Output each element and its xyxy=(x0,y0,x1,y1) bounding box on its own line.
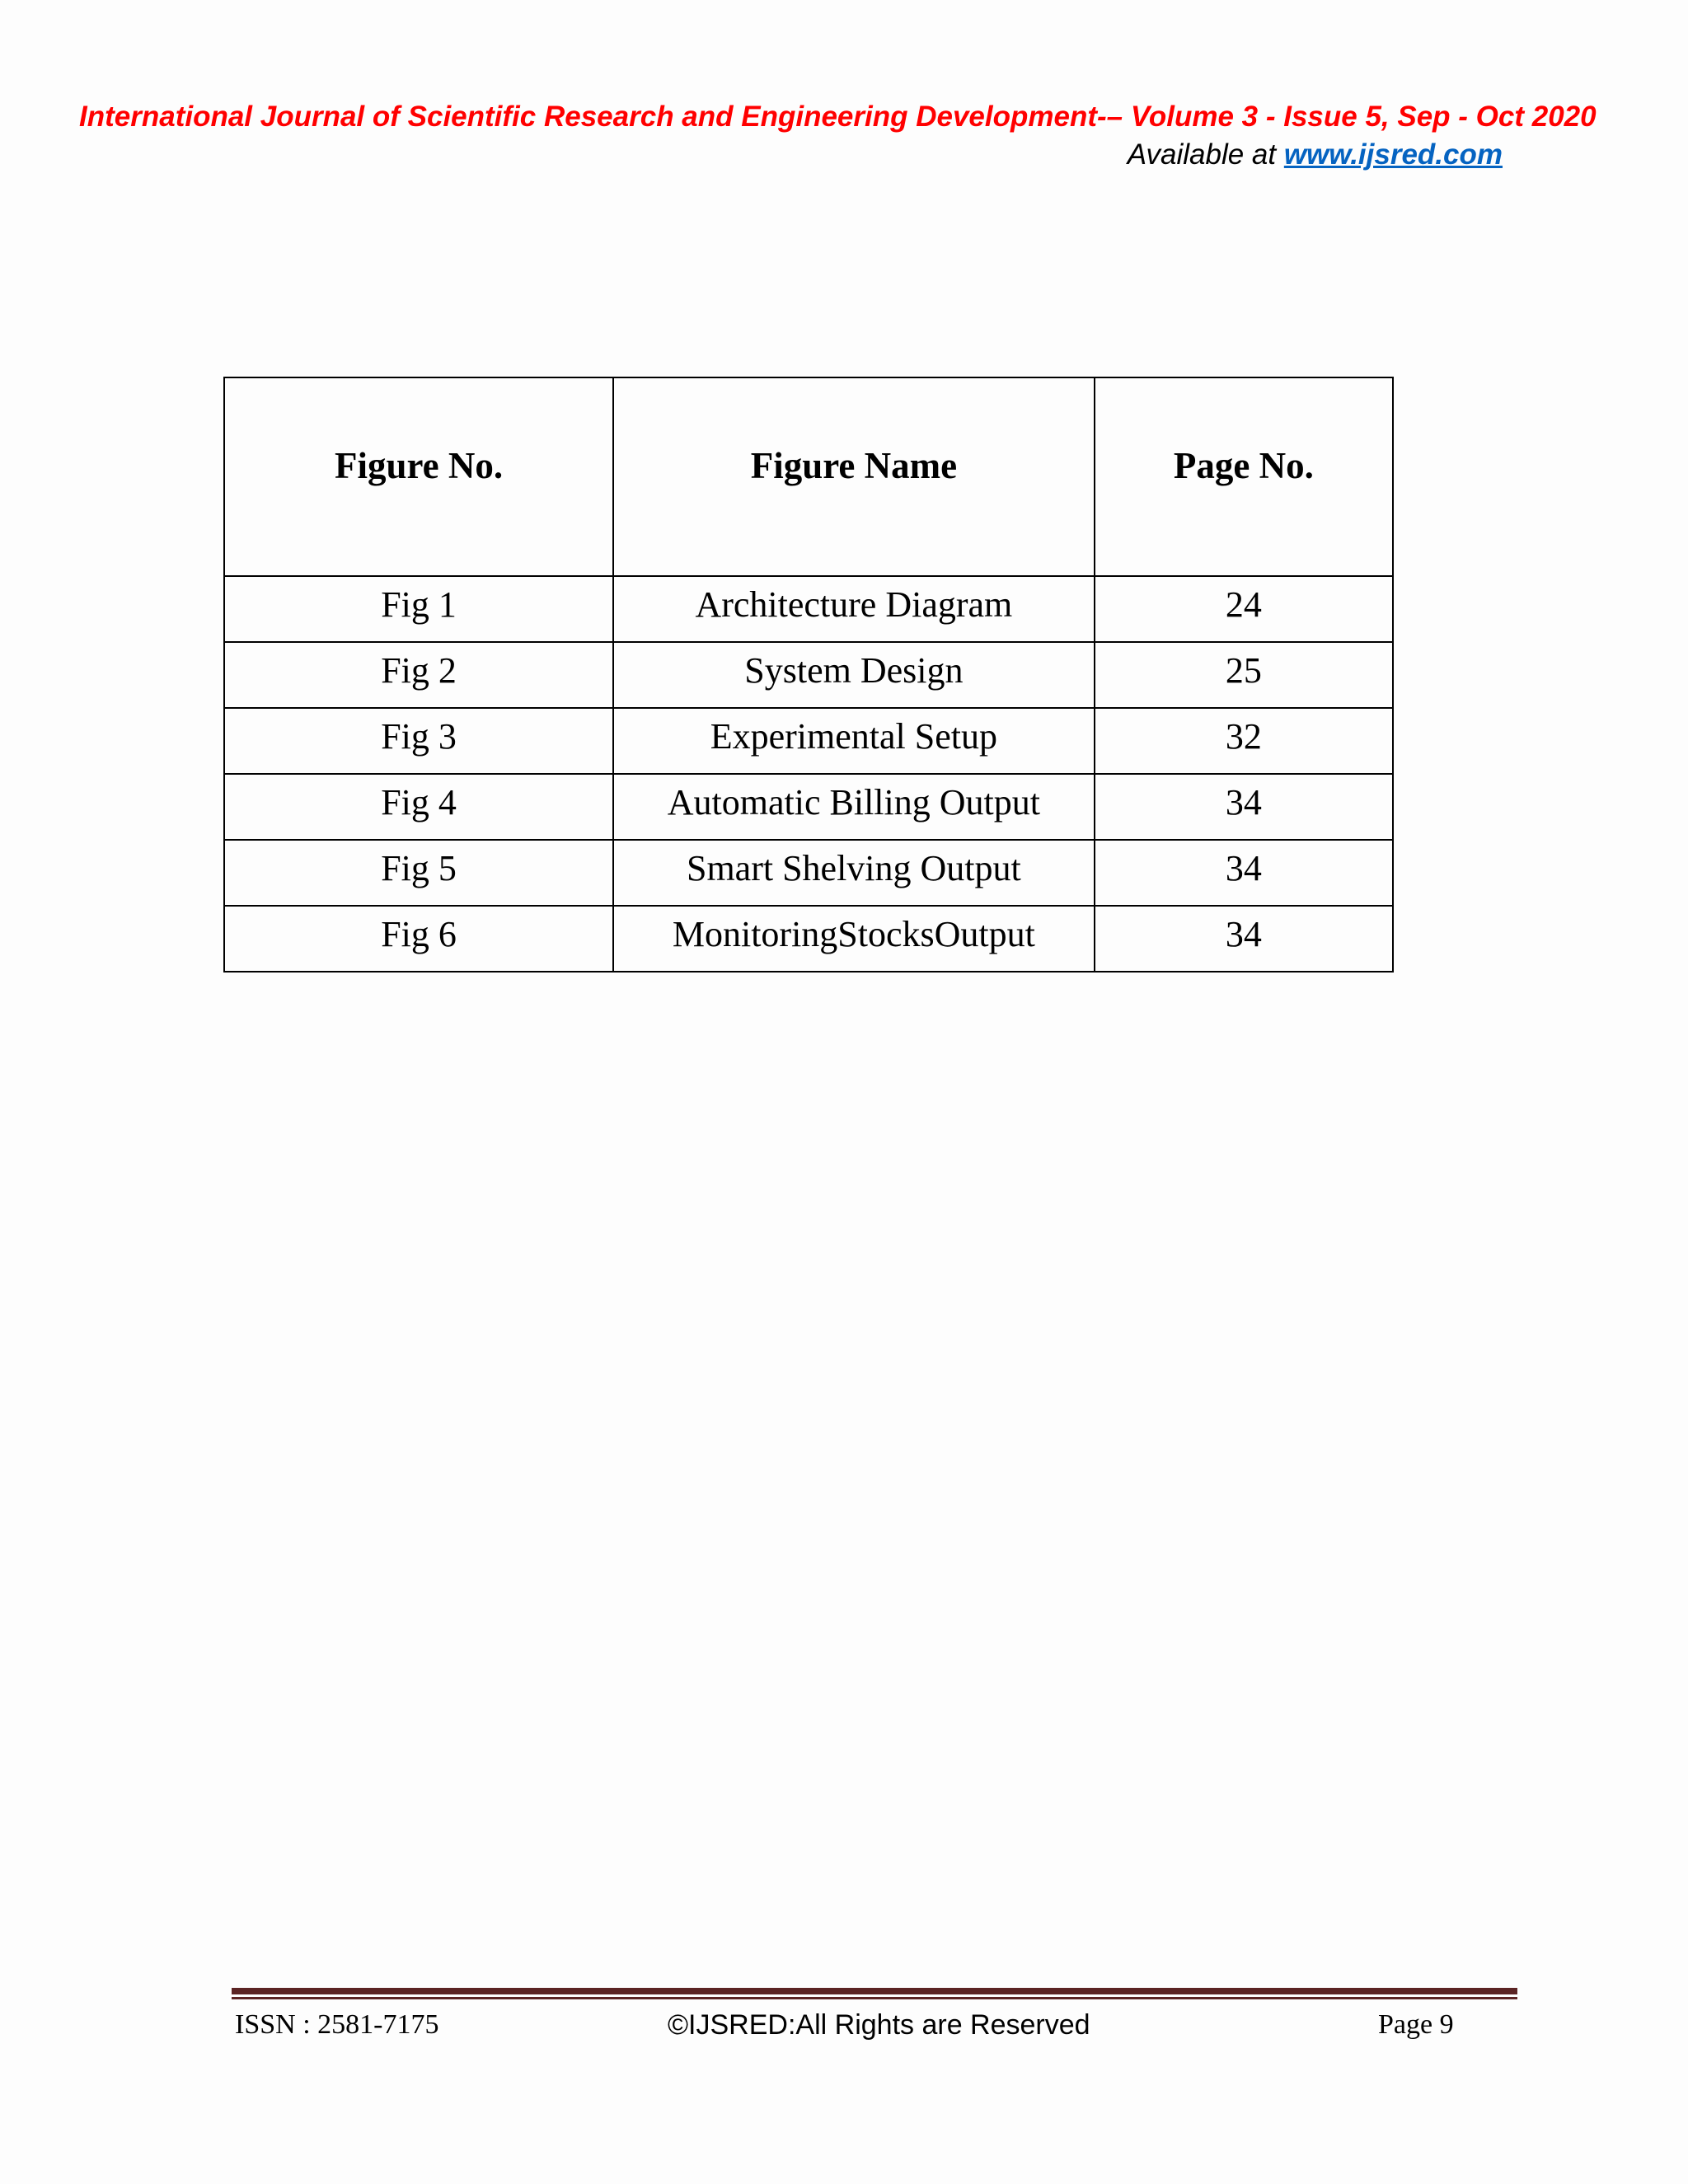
cell-figure-no: Fig 5 xyxy=(224,840,613,906)
footer-divider-thin xyxy=(232,1997,1517,1999)
cell-page-no: 32 xyxy=(1095,708,1393,774)
cell-page-no: 34 xyxy=(1095,840,1393,906)
cell-figure-name: Architecture Diagram xyxy=(613,576,1095,642)
cell-figure-no: Fig 3 xyxy=(224,708,613,774)
table-row xyxy=(224,840,1393,906)
cell-figure-no: Fig 1 xyxy=(224,576,613,642)
availability-line xyxy=(1128,135,1503,175)
cell-page-no: 34 xyxy=(1095,774,1393,840)
footer-page-number: Page 9 xyxy=(1378,2009,1454,2040)
cell-page-no: 25 xyxy=(1095,642,1393,708)
cell-figure-name: MonitoringStocksOutput xyxy=(613,906,1095,972)
table-row xyxy=(224,708,1393,774)
cell-figure-name: Smart Shelving Output xyxy=(613,840,1095,906)
cell-figure-no: Fig 2 xyxy=(224,642,613,708)
figures-table xyxy=(223,377,1394,972)
table-row xyxy=(224,576,1393,642)
table-row xyxy=(224,642,1393,708)
cell-page-no: 34 xyxy=(1095,906,1393,972)
table-row xyxy=(224,774,1393,840)
journal-title: International Journal of Scientific Research and Engineering Development-– Volume 3 - Issue 5, Sep - Oct 2020 xyxy=(79,101,1597,133)
cell-figure-no: Fig 4 xyxy=(224,774,613,840)
table-header-row xyxy=(224,377,1393,576)
header-figure-no: Figure No. xyxy=(224,377,613,576)
footer-rights: ©IJSRED:All Rights are Reserved xyxy=(668,2009,1090,2041)
cell-figure-name: System Design xyxy=(613,642,1095,708)
site-link[interactable]: www.ijsred.com xyxy=(1283,138,1503,171)
cell-figure-name: Experimental Setup xyxy=(613,708,1095,774)
footer-issn: ISSN : 2581-7175 xyxy=(235,2009,439,2040)
cell-page-no: 24 xyxy=(1095,576,1393,642)
available-prefix: Available at xyxy=(1127,138,1284,171)
cell-figure-no: Fig 6 xyxy=(224,906,613,972)
header-page-no: Page No. xyxy=(1095,377,1393,576)
footer-divider-thick xyxy=(232,1988,1517,1994)
header-figure-name: Figure Name xyxy=(613,377,1095,576)
table-row xyxy=(224,906,1393,972)
cell-figure-name: Automatic Billing Output xyxy=(613,774,1095,840)
